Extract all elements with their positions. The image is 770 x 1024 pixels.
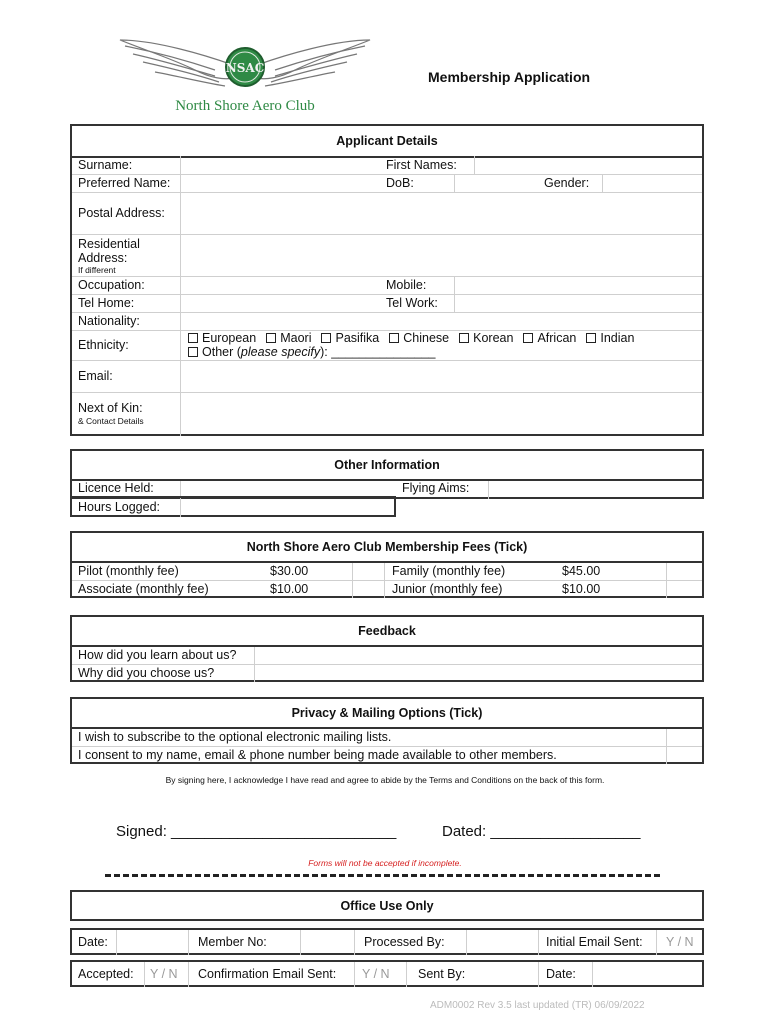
fee-left-tick[interactable] (354, 564, 382, 579)
occupation-field[interactable] (182, 278, 382, 293)
membership-fees-heading: North Shore Aero Club Membership Fees (Tick) (246, 540, 528, 554)
share-details-option: I consent to my name, email & phone number being made available to other members. (78, 748, 557, 762)
hours-logged-field[interactable] (182, 499, 392, 515)
next-of-kin-field[interactable] (182, 394, 700, 432)
gender-label: Gender: (544, 176, 590, 190)
ethnicity-option[interactable]: Indian (586, 331, 634, 345)
occupation-label: Occupation: (78, 278, 145, 292)
office-use-heading-box (70, 890, 704, 921)
preferred-name-label: Preferred Name: (78, 176, 171, 190)
fee-left-label: Pilot (monthly fee) (78, 564, 179, 578)
next-of-kin-note: & Contact Details (78, 416, 144, 426)
ethnicity-other[interactable]: Other (please specify): _______________ (188, 345, 436, 359)
email-field[interactable] (182, 362, 700, 390)
residential-address-field[interactable] (182, 236, 700, 274)
fee-right-amount: $10.00 (562, 582, 601, 596)
accepted-yn[interactable]: Y / N (150, 967, 178, 981)
residential-address-label-1: Residential (78, 237, 140, 251)
surname-field[interactable] (182, 158, 382, 173)
ethnicity-option[interactable]: Korean (459, 331, 513, 345)
mailing-list-tick[interactable] (668, 730, 702, 745)
ethnicity-option[interactable]: Maori (266, 331, 311, 345)
tel-work-field[interactable] (456, 296, 700, 311)
residential-address-note: If different (78, 265, 116, 275)
preferred-name-field[interactable] (182, 176, 382, 191)
ethnicity-label: Ethnicity: (78, 338, 129, 352)
office-date2-label: Date: (546, 967, 576, 981)
dated-line[interactable]: Dated: __________________ (442, 823, 641, 840)
privacy-heading: Privacy & Mailing Options (Tick) (291, 706, 483, 720)
mobile-field[interactable] (456, 278, 700, 293)
office-row-1 (70, 928, 704, 955)
feedback-heading: Feedback (358, 624, 416, 638)
logo-caption: North Shore Aero Club (175, 98, 315, 114)
checkbox[interactable] (389, 333, 399, 343)
ethnicity-options (188, 331, 644, 345)
tel-home-label: Tel Home: (78, 296, 135, 310)
checkbox[interactable] (586, 333, 596, 343)
learn-about-us-label: How did you learn about us? (78, 648, 237, 662)
processed-by-label: Processed By: (364, 935, 445, 949)
flying-aims-field[interactable] (490, 481, 700, 497)
office-date-field[interactable] (118, 932, 186, 953)
sent-by-label: Sent By: (418, 967, 466, 981)
gender-field[interactable] (604, 176, 700, 191)
hours-logged-row (70, 496, 396, 517)
fee-left-label: Associate (monthly fee) (78, 582, 209, 596)
ethnicity-option[interactable]: Chinese (389, 331, 449, 345)
privacy-section (70, 697, 704, 764)
fee-left-amount: $10.00 (270, 582, 309, 596)
form-title: Membership Application (428, 69, 591, 85)
learn-about-us-field[interactable] (256, 648, 700, 663)
choose-us-label: Why did you choose us? (78, 666, 215, 680)
member-no-label: Member No: (198, 935, 267, 949)
fee-right-label: Junior (monthly fee) (392, 582, 503, 596)
office-date2-field[interactable] (594, 964, 700, 985)
ethnicity-option[interactable]: Pasifika (321, 331, 379, 345)
office-row-2 (70, 960, 704, 987)
flying-aims-label: Flying Aims: (402, 481, 470, 495)
fee-left-amount: $30.00 (270, 564, 309, 578)
dob-label: DoB: (386, 176, 414, 190)
initial-email-label: Initial Email Sent: (546, 935, 643, 949)
incomplete-notice: Forms will not be accepted if incomplete. (308, 858, 462, 868)
dob-field[interactable] (456, 176, 536, 191)
ethnicity-other-checkbox[interactable] (188, 347, 198, 357)
tel-work-label: Tel Work: (386, 296, 438, 310)
document-footer: ADM0002 Rev 3.5 last updated (TR) 06/09/2022 (430, 1000, 645, 1011)
fee-left-tick[interactable] (354, 582, 382, 597)
share-details-tick[interactable] (668, 748, 702, 763)
choose-us-field[interactable] (256, 666, 700, 681)
applicant-details-section (70, 124, 704, 436)
checkbox[interactable] (523, 333, 533, 343)
accepted-label: Accepted: (78, 967, 134, 981)
checkbox[interactable] (188, 333, 198, 343)
office-use-heading: Office Use Only (340, 899, 434, 913)
office-date-label: Date: (78, 935, 108, 949)
confirmation-email-label: Confirmation Email Sent: (198, 967, 337, 981)
other-information-section (70, 449, 704, 499)
fee-right-tick[interactable] (668, 564, 702, 579)
club-logo (115, 30, 375, 115)
declaration-text: By signing here, I acknowledge I have read and agree to abide by the Terms and Conditions on the back of this form. (165, 775, 605, 785)
confirmation-email-yn[interactable]: Y / N (362, 967, 390, 981)
tel-home-field[interactable] (182, 296, 382, 311)
other-information-heading: Other Information (334, 458, 440, 472)
checkbox[interactable] (459, 333, 469, 343)
applicant-details-heading: Applicant Details (336, 134, 438, 148)
ethnicity-option[interactable]: European (188, 331, 256, 345)
member-no-field[interactable] (302, 932, 352, 953)
feedback-section (70, 615, 704, 682)
residential-address-label-2: Address: (78, 251, 128, 265)
ethnicity-option[interactable]: African (523, 331, 576, 345)
fee-right-amount: $45.00 (562, 564, 601, 578)
postal-address-field[interactable] (182, 194, 700, 232)
fee-right-label: Family (monthly fee) (392, 564, 506, 578)
initial-email-yn[interactable]: Y / N (666, 935, 694, 949)
next-of-kin-label: Next of Kin: (78, 401, 143, 415)
mobile-label: Mobile: (386, 278, 427, 292)
hours-logged-label: Hours Logged: (78, 500, 161, 514)
cut-line (105, 874, 660, 877)
nationality-label: Nationality: (78, 314, 140, 328)
sent-by-field[interactable] (476, 964, 536, 985)
processed-by-field[interactable] (468, 932, 536, 953)
first-names-label: First Names: (386, 158, 457, 172)
signed-line[interactable]: Signed: ___________________________ (116, 823, 397, 840)
mailing-list-option: I wish to subscribe to the optional electronic mailing lists. (78, 730, 392, 744)
surname-label: Surname: (78, 158, 133, 172)
nationality-field[interactable] (182, 314, 700, 329)
licence-held-field[interactable] (182, 481, 392, 497)
first-names-field[interactable] (476, 158, 701, 173)
email-label: Email: (78, 369, 113, 383)
logo-emblem-text: NSAC (225, 61, 265, 75)
membership-fees-section (70, 531, 704, 598)
postal-address-label: Postal Address: (78, 206, 165, 220)
fee-right-tick[interactable] (668, 582, 702, 597)
checkbox[interactable] (321, 333, 331, 343)
licence-held-label: Licence Held: (78, 481, 154, 495)
checkbox[interactable] (266, 333, 276, 343)
